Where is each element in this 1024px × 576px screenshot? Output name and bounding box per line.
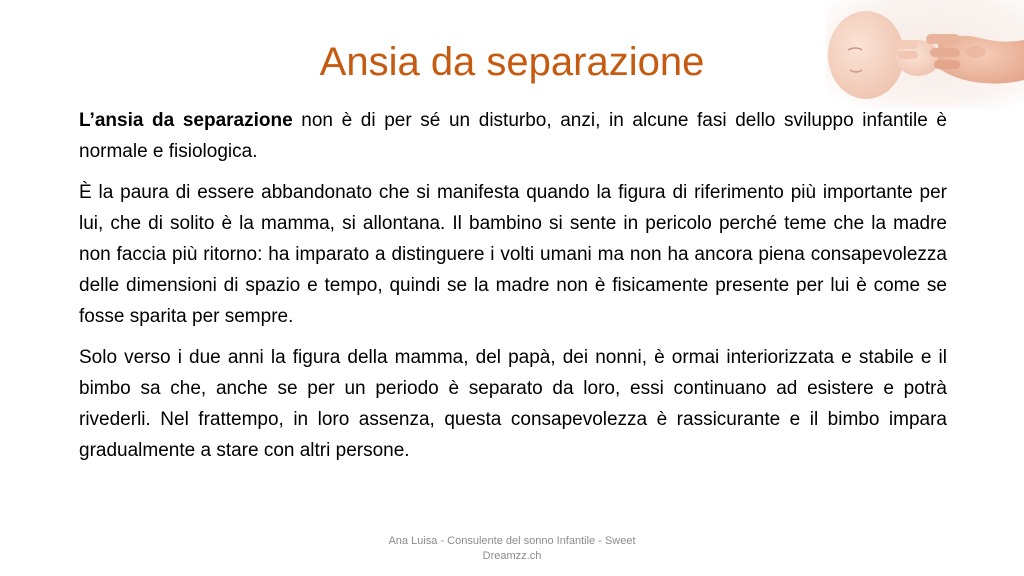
slide-body (79, 105, 947, 476)
slide-title: Ansia da separazione (319, 40, 705, 84)
paragraph-bold-lead: L’ansia da separazione (79, 110, 293, 131)
paragraph-fear: È la paura di essere abbandonato che si manifesta quando la figura di riferimento più importante per lui, che di solito è la mamma, si allontana. Il bambino si sente in pericolo perché teme che la madre non faccia più ritorno: ha imparato a distinguere i volti umani ma non ha ancora piena consapevolezza delle dimensioni di spazio e tempo, quindi se la madre non è fisicamente presente per lui è come se fosse sparita per sempre. (79, 182, 947, 327)
paragraph-definition (79, 105, 947, 167)
paragraph-two-years: Solo verso i due anni la figura della mamma, del papà, dei nonni, è ormai interiorizzata e stabile e il bimbo sa che, anche se per un periodo è separato da loro, essi continuano ad esistere e potrà rivederli. Nel frattempo, in loro assenza, questa consapevolezza è rassicurante e il bimbo impara gradualmente a stare con altri persone. (79, 347, 947, 461)
paragraph-text: non è di per sé un disturbo, anzi, in alcune fasi dello sviluppo infantile è normale e fisiologica. (79, 110, 947, 162)
slide-footer: Ana Luisa - Consulente del sonno Infantile - Sweet Dreamzz.ch (388, 535, 636, 562)
